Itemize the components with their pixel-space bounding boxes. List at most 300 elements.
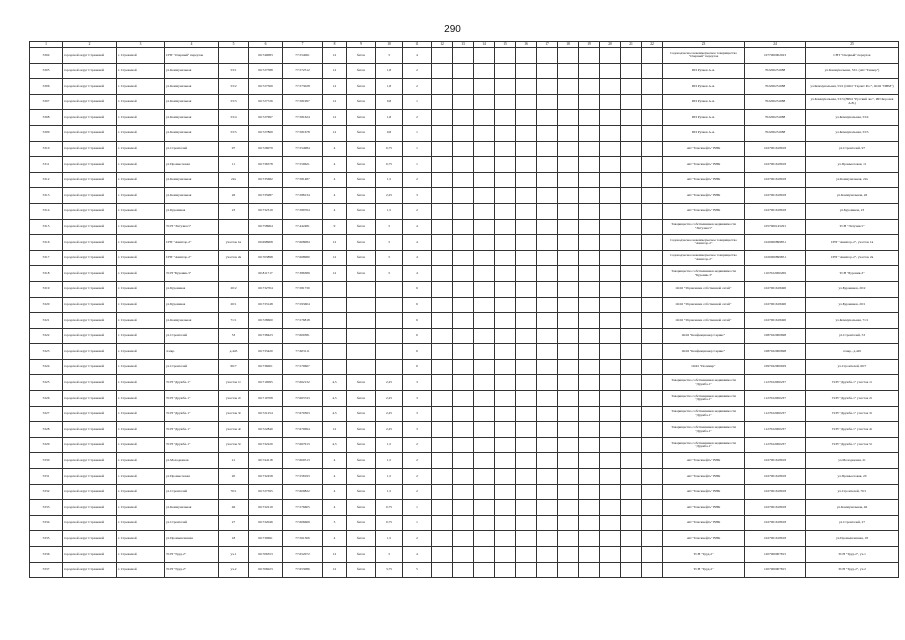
cell-col-7: 77.581624 <box>283 110 323 126</box>
cell-col-15 <box>495 266 516 282</box>
cell-col-16 <box>516 469 537 485</box>
cell-col-12 <box>432 500 453 516</box>
cell-col-2: городской округ Стрежевой <box>63 110 117 126</box>
cell-col-10: 2,25 <box>376 422 403 438</box>
cell-col-3: г. Стрежевой <box>117 172 165 188</box>
cell-col-18 <box>558 141 579 157</box>
cell-col-19 <box>579 422 600 438</box>
cell-col-23: ИП Рулков А.А. <box>663 63 745 79</box>
column-number-23: 23 <box>663 42 745 48</box>
cell-col-10: 1,8 <box>376 79 403 95</box>
cell-col-20 <box>600 94 621 110</box>
cell-col-17 <box>537 94 558 110</box>
cell-col-19 <box>579 79 600 95</box>
cell-col-11: 6 <box>403 297 432 313</box>
cell-col-12 <box>432 94 453 110</box>
cell-col-24: 1057000145291 <box>745 219 806 235</box>
cell-col-6: 60.732220 <box>249 437 283 453</box>
cell-col-22 <box>642 203 663 219</box>
cell-col-9: бетон <box>347 94 376 110</box>
cell-col-24: 702200231688 <box>745 110 806 126</box>
cell-col-11: 4 <box>403 250 432 266</box>
cell-col-20 <box>600 515 621 531</box>
cell-col-17 <box>537 328 558 344</box>
cell-col-10: 1,8 <box>376 63 403 79</box>
cell-col-8 <box>323 328 347 344</box>
cell-col-1: 5304 <box>30 48 63 64</box>
cell-col-7: 77.561306 <box>283 531 323 547</box>
cell-col-1: 5321 <box>30 313 63 329</box>
cell-col-4: ул.Промысловая <box>165 157 219 173</box>
cell-col-21 <box>621 437 642 453</box>
cell-col-25: ТСН "Труд-2", уч.2 <box>806 562 899 578</box>
cell-col-24: 1097022000929 <box>745 359 806 375</box>
cell-col-2: городской округ Стрежевой <box>63 406 117 422</box>
cell-col-20 <box>600 125 621 141</box>
cell-col-15 <box>495 515 516 531</box>
cell-col-21 <box>621 79 642 95</box>
cell-col-7: 77.600381 <box>283 328 323 344</box>
cell-col-2: городской округ Стрежевой <box>63 48 117 64</box>
cell-col-1: 5331 <box>30 469 63 485</box>
cell-col-23: АО "Томскнефть" ВНК <box>663 157 745 173</box>
cell-col-8: 4 <box>323 157 347 173</box>
cell-col-4: СНТ "Озерный" переулок <box>165 48 219 64</box>
cell-col-25: СНТ "Авиатор-2", участок 1в <box>806 235 899 251</box>
cell-col-8: 4 <box>323 531 347 547</box>
cell-col-20 <box>600 297 621 313</box>
cell-col-19 <box>579 94 600 110</box>
column-number-11: 11 <box>403 42 432 48</box>
cell-col-4: ул.Коммунальная <box>165 110 219 126</box>
cell-col-4: ул.Строителей <box>165 328 219 344</box>
cell-col-24: 1027001618918 <box>745 172 806 188</box>
cell-col-21 <box>621 313 642 329</box>
cell-col-16 <box>516 406 537 422</box>
cell-col-6: 60.732704 <box>249 281 283 297</box>
cell-col-10: 2,25 <box>376 375 403 391</box>
table-row <box>30 391 899 407</box>
cell-col-17 <box>537 266 558 282</box>
cell-col-22 <box>642 188 663 204</box>
cell-col-11: 2 <box>403 437 432 453</box>
cell-col-7: 77.559621 <box>283 157 323 173</box>
cell-col-3: г. Стрежевой <box>117 500 165 516</box>
cell-col-5: 18 <box>219 531 249 547</box>
cell-col-16 <box>516 562 537 578</box>
page-number: 290 <box>444 24 461 35</box>
cell-col-12 <box>432 328 453 344</box>
cell-col-6: 60.735987 <box>249 188 283 204</box>
cell-col-14 <box>474 531 495 547</box>
cell-col-5: 27 <box>219 515 249 531</box>
cell-col-18 <box>558 453 579 469</box>
cell-col-23: Товарищество собственников недвижимости "Дружба-1" <box>663 437 745 453</box>
cell-col-5: 53 <box>219 328 249 344</box>
cell-col-21 <box>621 391 642 407</box>
cell-col-20 <box>600 406 621 422</box>
cell-col-1: 5312 <box>30 172 63 188</box>
cell-col-17 <box>537 531 558 547</box>
cell-col-23: ИП Рулков А.А. <box>663 125 745 141</box>
cell-col-2: городской округ Стрежевой <box>63 500 117 516</box>
cell-col-19 <box>579 547 600 563</box>
cell-col-16 <box>516 500 537 516</box>
cell-col-7: 77.670363 <box>283 406 323 422</box>
cell-col-17 <box>537 172 558 188</box>
cell-col-10 <box>376 313 403 329</box>
cell-col-15 <box>495 110 516 126</box>
cell-col-6: 60.732046 <box>249 515 283 531</box>
cell-col-7: 77.662132 <box>283 375 323 391</box>
cell-col-24: 1207000007815 <box>745 547 806 563</box>
cell-col-6: 60.732458 <box>249 469 283 485</box>
cell-col-22 <box>642 562 663 578</box>
cell-col-22 <box>642 281 663 297</box>
cell-col-23: ИП Рулков А.А. <box>663 79 745 95</box>
cell-col-11: 1 <box>403 500 432 516</box>
cell-col-16 <box>516 203 537 219</box>
cell-col-6: 60.738423 <box>249 328 283 344</box>
cell-col-24: 1127022000237 <box>745 391 806 407</box>
cell-col-2: городской округ Стрежевой <box>63 94 117 110</box>
cell-col-11: 2 <box>403 453 432 469</box>
cell-col-8 <box>323 344 347 360</box>
cell-col-24: 1107022000269 <box>745 266 806 282</box>
cell-col-3: г. Стрежевой <box>117 547 165 563</box>
cell-col-19 <box>579 359 600 375</box>
cell-col-11: 1 <box>403 125 432 141</box>
column-number-17: 17 <box>537 42 558 48</box>
cell-col-4: ул.Коммунальная <box>165 63 219 79</box>
cell-col-14 <box>474 266 495 282</box>
cell-col-21 <box>621 422 642 438</box>
cell-col-14 <box>474 406 495 422</box>
cell-col-7: 77.442481 <box>283 219 323 235</box>
cell-col-18 <box>558 359 579 375</box>
cell-col-16 <box>516 63 537 79</box>
cell-col-12 <box>432 203 453 219</box>
cell-col-3: г. Стрежевой <box>117 219 165 235</box>
cell-col-21 <box>621 157 642 173</box>
cell-col-17 <box>537 453 558 469</box>
cell-col-13 <box>453 500 474 516</box>
cell-col-23: ТСН "Труд-2" <box>663 562 745 578</box>
cell-col-14 <box>474 453 495 469</box>
cell-col-1: 5318 <box>30 266 63 282</box>
cell-col-5: 71/1 <box>219 313 249 329</box>
cell-col-7: 77.579667 <box>283 359 323 375</box>
cell-col-22 <box>642 297 663 313</box>
cell-col-21 <box>621 406 642 422</box>
cell-col-25: ТСН "Труд-2", уч.1 <box>806 547 899 563</box>
column-number-2: 2 <box>63 42 117 48</box>
cell-col-11: 2 <box>403 203 432 219</box>
cell-col-19 <box>579 391 600 407</box>
cell-col-5: участок 1г <box>219 375 249 391</box>
cell-col-24: 1020000899851 <box>745 250 806 266</box>
cell-col-15 <box>495 500 516 516</box>
cell-col-14 <box>474 250 495 266</box>
cell-col-15 <box>495 453 516 469</box>
cell-col-13 <box>453 406 474 422</box>
cell-col-17 <box>537 281 558 297</box>
cell-col-22 <box>642 344 663 360</box>
cell-col-7: 77.600513 <box>283 453 323 469</box>
cell-col-4: СНТ "Авиатор-2" <box>165 235 219 251</box>
cell-col-23: ТСН "Труд-2" <box>663 547 745 563</box>
cell-col-11: 1 <box>403 515 432 531</box>
cell-col-18 <box>558 203 579 219</box>
cell-col-1: 5324 <box>30 359 63 375</box>
cell-col-20 <box>600 328 621 344</box>
cell-col-6: 60.733148 <box>249 297 283 313</box>
cell-col-21 <box>621 359 642 375</box>
cell-col-7: 77.581730 <box>283 281 323 297</box>
cell-col-23: Товарищество собственников недвижимости "Дружба-1" <box>663 422 745 438</box>
cell-col-11: 4 <box>403 547 432 563</box>
cell-col-15 <box>495 562 516 578</box>
cell-col-25: ул.Коммунальная, 53/3 (НПО "Русский лес", ИП Королев А.В.) <box>806 94 899 110</box>
cell-col-13 <box>453 281 474 297</box>
cell-col-14 <box>474 422 495 438</box>
cell-col-18 <box>558 484 579 500</box>
cell-col-1: 5320 <box>30 297 63 313</box>
cell-col-17 <box>537 484 558 500</box>
column-number-21: 21 <box>621 42 642 48</box>
cell-col-16 <box>516 297 537 313</box>
cell-col-9: бетон <box>347 157 376 173</box>
cell-col-17 <box>537 219 558 235</box>
registry-body <box>30 48 899 578</box>
cell-col-14 <box>474 188 495 204</box>
cell-col-24: 1127022000237 <box>745 422 806 438</box>
cell-col-6: 60.727588 <box>249 63 283 79</box>
cell-col-15 <box>495 203 516 219</box>
table-row <box>30 141 899 157</box>
column-number-25: 25 <box>806 42 899 48</box>
cell-col-12 <box>432 422 453 438</box>
cell-col-14 <box>474 79 495 95</box>
cell-col-5: 53/4 <box>219 110 249 126</box>
cell-col-8: 12 <box>323 110 347 126</box>
cell-col-13 <box>453 359 474 375</box>
cell-col-5: 26 <box>219 188 249 204</box>
cell-col-12 <box>432 375 453 391</box>
cell-col-16 <box>516 250 537 266</box>
cell-col-18 <box>558 406 579 422</box>
cell-col-20 <box>600 235 621 251</box>
cell-col-6: 60.726079 <box>249 141 283 157</box>
cell-col-17 <box>537 141 558 157</box>
column-number-5: 5 <box>219 42 249 48</box>
cell-col-24: 702200231688 <box>745 94 806 110</box>
cell-col-16 <box>516 391 537 407</box>
cell-col-5 <box>219 266 249 282</box>
cell-col-7: 77.588134 <box>283 188 323 204</box>
cell-col-22 <box>642 157 663 173</box>
registry-table <box>29 41 899 578</box>
cell-col-7: 77.606669 <box>283 515 323 531</box>
cell-col-10: 1,5 <box>376 453 403 469</box>
cell-col-4: ТСН "Труд-2" <box>165 562 219 578</box>
cell-col-22 <box>642 422 663 438</box>
cell-col-3: г. Стрежевой <box>117 344 165 360</box>
cell-col-14 <box>474 94 495 110</box>
cell-col-3: г. Стрежевой <box>117 484 165 500</box>
cell-col-9 <box>347 313 376 329</box>
cell-col-6: 60.744118 <box>249 453 283 469</box>
cell-col-1: 5327 <box>30 406 63 422</box>
cell-col-22 <box>642 484 663 500</box>
cell-col-9 <box>347 297 376 313</box>
cell-col-13 <box>453 188 474 204</box>
cell-col-3: г. Стрежевой <box>117 375 165 391</box>
cell-col-24: 1207000007815 <box>745 562 806 578</box>
cell-col-15 <box>495 63 516 79</box>
cell-col-6: 60.710708 <box>249 391 283 407</box>
cell-col-19 <box>579 453 600 469</box>
cell-col-5: 20/1 <box>219 297 249 313</box>
cell-col-3: г. Стрежевой <box>117 281 165 297</box>
cell-col-8: 12 <box>323 422 347 438</box>
cell-col-18 <box>558 515 579 531</box>
cell-col-16 <box>516 453 537 469</box>
cell-col-20 <box>600 281 621 297</box>
table-row <box>30 125 899 141</box>
cell-col-5: участок 4г <box>219 422 249 438</box>
cell-col-16 <box>516 48 537 64</box>
cell-col-23: Товарищество собственников недвижимости "Энтузиаст" <box>663 219 745 235</box>
cell-col-15 <box>495 235 516 251</box>
cell-col-3: г. Стрежевой <box>117 531 165 547</box>
cell-col-13 <box>453 297 474 313</box>
cell-col-8: 4 <box>323 469 347 485</box>
cell-col-2: городской округ Стрежевой <box>63 344 117 360</box>
cell-col-2: городской округ Стрежевой <box>63 469 117 485</box>
cell-col-17 <box>537 391 558 407</box>
cell-col-13 <box>453 141 474 157</box>
cell-col-16 <box>516 328 537 344</box>
cell-col-4: ул.Коммунальная <box>165 500 219 516</box>
cell-col-9: бетон <box>347 484 376 500</box>
cell-col-2: городской округ Стрежевой <box>63 422 117 438</box>
cell-col-11: 4 <box>403 219 432 235</box>
cell-col-8: 12 <box>323 63 347 79</box>
cell-col-25: ул.Строителей, 70/1 <box>806 484 899 500</box>
cell-col-6: 60.706023 <box>249 562 283 578</box>
cell-col-25: ул.Коммунальная, 71/1 <box>806 313 899 329</box>
cell-col-16 <box>516 94 537 110</box>
cell-col-18 <box>558 281 579 297</box>
cell-col-21 <box>621 110 642 126</box>
cell-col-4: ул.Коммунальная <box>165 79 219 95</box>
cell-col-2: городской округ Стрежевой <box>63 313 117 329</box>
cell-col-8: 4 <box>323 453 347 469</box>
cell-col-1: 5333 <box>30 500 63 516</box>
cell-col-16 <box>516 235 537 251</box>
cell-col-23: Товарищество собственников недвижимости "Дружба-1" <box>663 375 745 391</box>
cell-col-20 <box>600 453 621 469</box>
cell-col-8: 4 <box>323 188 347 204</box>
cell-col-5: участок 3г <box>219 406 249 422</box>
cell-col-8: 3 <box>323 515 347 531</box>
cell-col-8: 4 <box>323 484 347 500</box>
cell-col-3: г. Стрежевой <box>117 328 165 344</box>
cell-col-25: ул.Промышленная, 18 <box>806 531 899 547</box>
cell-col-11: 4 <box>403 48 432 64</box>
cell-col-1: 5337 <box>30 562 63 578</box>
cell-col-11: 4 <box>403 235 432 251</box>
cell-col-2: городской округ Стрежевой <box>63 375 117 391</box>
cell-col-10: 1,5 <box>376 531 403 547</box>
cell-col-13 <box>453 63 474 79</box>
cell-col-24: 702200231688 <box>745 79 806 95</box>
cell-col-14 <box>474 235 495 251</box>
cell-col-14 <box>474 141 495 157</box>
cell-col-23: Товарищество собственников недвижимости "Буровик-3" <box>663 266 745 282</box>
cell-col-12 <box>432 141 453 157</box>
cell-col-23: ООО "Конфекционер Сервис" <box>663 328 745 344</box>
cell-col-23: ООО "Конфекционер Сервис" <box>663 344 745 360</box>
cell-col-4: ул.Строителей <box>165 359 219 375</box>
table-row <box>30 500 899 516</box>
cell-col-18 <box>558 63 579 79</box>
cell-col-25: ул.Строителей, 60/7 <box>806 359 899 375</box>
cell-col-24: 1027001618918 <box>745 515 806 531</box>
cell-col-7: 77.667913 <box>283 437 323 453</box>
table-row <box>30 172 899 188</box>
cell-col-10: 1,5 <box>376 437 403 453</box>
cell-col-19 <box>579 63 600 79</box>
cell-col-15 <box>495 484 516 500</box>
cell-col-17 <box>537 500 558 516</box>
cell-col-1: 5305 <box>30 63 63 79</box>
cell-col-19 <box>579 281 600 297</box>
cell-col-19 <box>579 110 600 126</box>
cell-col-2: городской округ Стрежевой <box>63 453 117 469</box>
cell-col-9: бетон <box>347 422 376 438</box>
cell-col-18 <box>558 375 579 391</box>
cell-col-21 <box>621 453 642 469</box>
cell-col-20 <box>600 141 621 157</box>
cell-col-14 <box>474 125 495 141</box>
cell-col-12 <box>432 125 453 141</box>
cell-col-21 <box>621 219 642 235</box>
cell-col-2: городской округ Стрежевой <box>63 266 117 282</box>
table-row <box>30 188 899 204</box>
cell-col-7: 77.589764 <box>283 203 323 219</box>
cell-col-4: ТСН "Энтузиаст" <box>165 219 219 235</box>
cell-col-21 <box>621 188 642 204</box>
cell-col-5: участок 2г <box>219 391 249 407</box>
cell-col-11: 6 <box>403 344 432 360</box>
table-row <box>30 359 899 375</box>
cell-col-13 <box>453 422 474 438</box>
cell-col-12 <box>432 562 453 578</box>
cell-col-13 <box>453 235 474 251</box>
cell-col-22 <box>642 79 663 95</box>
cell-col-2: городской округ Стрежевой <box>63 359 117 375</box>
cell-col-11: 2 <box>403 484 432 500</box>
cell-col-19 <box>579 344 600 360</box>
cell-col-2: городской округ Стрежевой <box>63 188 117 204</box>
cell-col-25: ул.Строителей, 53 <box>806 328 899 344</box>
column-number-14: 14 <box>474 42 495 48</box>
cell-col-23: АО "Томскнефть" ВНК <box>663 203 745 219</box>
cell-col-20 <box>600 391 621 407</box>
cell-col-21 <box>621 141 642 157</box>
